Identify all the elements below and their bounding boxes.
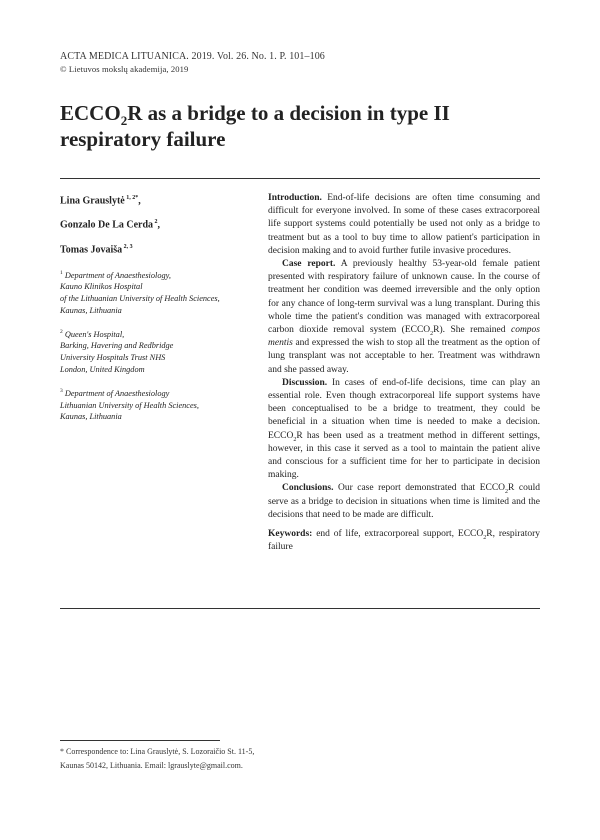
affiliation-line: Queen's Hospital, xyxy=(64,329,125,339)
affiliation-1 xyxy=(60,268,250,316)
section-label: Keywords: xyxy=(268,529,313,540)
affiliation-line: Department of Anaesthesiology, xyxy=(64,270,171,280)
affiliation-line: University Hospitals Trust NHS xyxy=(60,353,166,363)
author-name: Tomas Jovaiša xyxy=(60,243,123,255)
article-title xyxy=(60,100,530,152)
affiliation-line: Lithuanian University of Health Sciences, xyxy=(60,400,199,410)
italic-term: compos mentis xyxy=(268,325,541,349)
affiliation-line: Kaunas, Lithuania xyxy=(60,412,122,422)
subscript: 2 xyxy=(430,330,434,337)
section-label: Discussion. xyxy=(282,377,328,388)
author-3 xyxy=(60,244,250,255)
section-text: end of life, extracorporeal support, ECCO xyxy=(312,529,484,540)
affiliation-3 xyxy=(60,386,250,423)
title-part2: R as a bridge to a decision in type II xyxy=(127,101,450,125)
section-text: Our case report demonstrated that ECCO xyxy=(333,483,506,494)
author-2 xyxy=(60,219,250,230)
affiliation-2 xyxy=(60,327,250,375)
abstract-introduction xyxy=(268,192,540,258)
section-text: R could serve as a bridge to decision in situations when time is limited and the decisions that need to be made are difficult. xyxy=(268,483,540,520)
section-text: A previously healthy 53-year-old female patient presented with respiratory failure of unknown cause. In the course of treatment her condition was deemed irreversible and the only option for any chance of long-term survival was a lung transplant. During this whole time the patient's condition was managed with extracorporeal carbon dioxide removal system (ECCO xyxy=(268,259,541,336)
subscript: 2 xyxy=(505,489,509,496)
section-label: Conclusions. xyxy=(282,483,334,494)
author-affiliation-marks: 1, 2* xyxy=(124,195,139,201)
section-label: Case report. xyxy=(282,259,336,270)
abstract-discussion xyxy=(268,377,540,483)
affiliation-line: of the Lithuanian University of Health Sciences, xyxy=(60,293,220,303)
top-rule xyxy=(60,178,540,179)
section-label: Introduction. xyxy=(268,193,322,203)
author-separator: , xyxy=(157,219,161,231)
author-name: Lina Grauslytė xyxy=(60,195,125,207)
title-part1: ECCO xyxy=(60,101,121,125)
affiliation-line: London, United Kingdom xyxy=(60,364,145,374)
section-text: End-of-life decisions are often time consuming and difficult for everyone involved. In some of these cases extracorporeal life support systems could potentially be used not only as a bridge to treatment but as a tool to buy time to allow patient's participation in decision making and to avoid further futile invasive procedures. xyxy=(268,193,540,256)
section-text: R). She remained xyxy=(433,325,511,336)
affiliation-line: Barking, Havering and Redbridge xyxy=(60,341,174,351)
correspondence-footnote xyxy=(60,745,254,773)
author-separator: , xyxy=(138,195,141,207)
title-line2: respiratory failure xyxy=(60,127,226,151)
section-text: In cases of end-of-life decisions, time can play an essential role. Even though extracorporeal life support systems have been conceptualised to be a bridge to treatment, they could be beneficial in a situation when time is needed to make a decision. ECCO xyxy=(268,377,540,441)
affiliation-line: Kaunas, Lithuania xyxy=(60,305,122,315)
author-affiliation-marks: 2, 3 xyxy=(122,243,133,250)
title-subscript: 2 xyxy=(120,113,128,128)
affiliation-number: 1 xyxy=(60,269,63,276)
abstract-conclusions xyxy=(268,482,540,522)
affiliation-line: Department of Anaesthesiology xyxy=(64,389,170,399)
affiliation-number: 3 xyxy=(60,388,63,395)
abstract-case-report xyxy=(268,258,540,377)
journal-header xyxy=(60,50,325,76)
section-text: R has been used as a treatment method in different settings, however, in this case it served as a tool to maintain the patient alive and conscious for a sufficient time for her to participate in decision making. xyxy=(268,430,540,481)
author-name: Gonzalo De La Cerda xyxy=(60,219,154,231)
affiliation-number: 2 xyxy=(60,329,63,336)
footnote-line: * Correspondence to: Lina Grauslytė, S. Lozoraičio St. 11-5, xyxy=(60,747,255,756)
footnote-rule xyxy=(60,740,220,741)
abstract xyxy=(268,192,540,554)
author-affiliation-marks: 2 xyxy=(153,219,158,226)
footnote-line: Kaunas 50142, Lithuania. Email: lgrauslyte@gmail.com. xyxy=(60,761,243,770)
abstract-keywords xyxy=(268,528,540,554)
authors-column xyxy=(60,195,250,434)
journal-copyright: © Lietuvos mokslų akademija, 2019 xyxy=(60,64,189,74)
section-text: R, respiratory failure xyxy=(268,529,540,553)
affiliation-line: Kauno Klinikos Hospital xyxy=(60,282,143,292)
section-text: and expressed the wish to stop all the treatment as the option of lung transplant was not acceptable to her. Treatment was withdrawn and she passed away. xyxy=(268,338,540,375)
subscript: 2 xyxy=(483,534,487,541)
subscript: 2 xyxy=(293,436,297,443)
journal-citation: ACTA MEDICA LITUANICA. 2019. Vol. 26. No. 1. P. 101–106 xyxy=(60,51,325,62)
author-1 xyxy=(60,195,250,206)
bottom-rule xyxy=(60,608,540,609)
